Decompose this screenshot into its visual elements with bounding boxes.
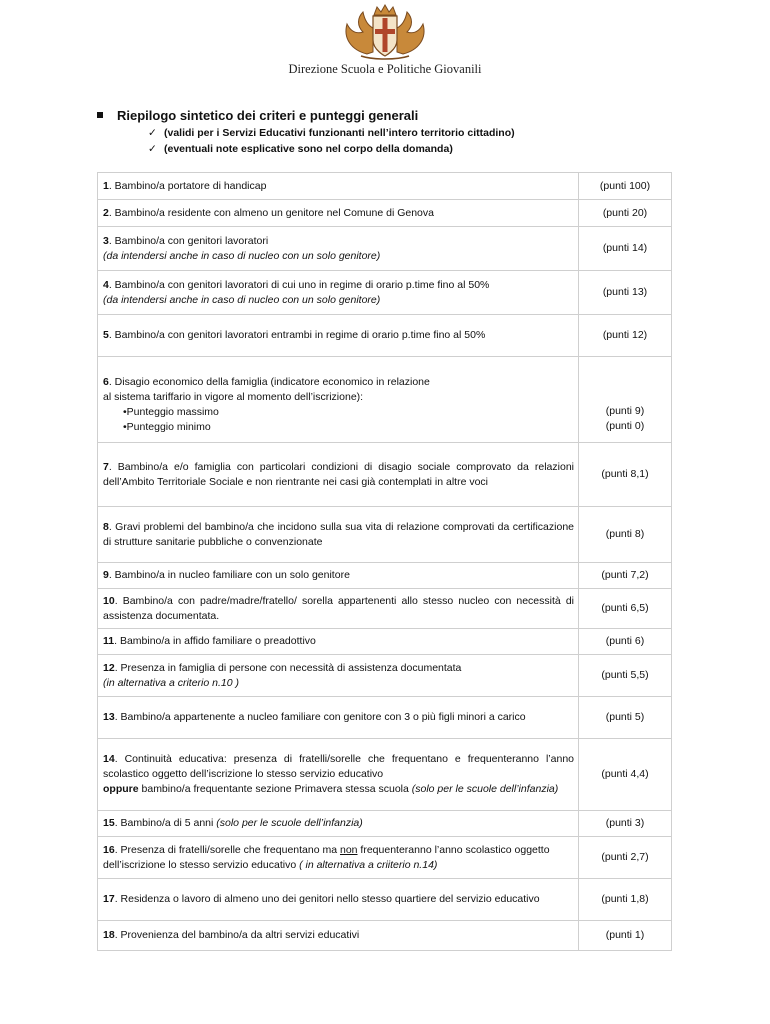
criterion-note: ( in alternativa a criiterio n.14) [299,858,438,871]
criteria-table [97,172,672,951]
criterion-points: (punti 3) [579,811,672,837]
criterion-number: 8 [103,520,109,533]
criterion-number: 14 [103,753,115,765]
criterion-points: (punti 2,7) [579,837,672,879]
criterion-description [98,227,579,271]
criterion-text: . Bambino/a in affido familiare o preadottivo [114,635,316,647]
criterion-number: 17 [103,893,115,905]
coat-of-arms-icon [337,2,433,62]
note-1-text: (validi per i Servizi Educativi funzionanti nell’intero territorio cittadino) [164,127,515,139]
criterion-text: . Bambino/a con genitori lavoratori di cui uno in regime di orario p.time fino al 50% [108,278,490,291]
criterion-points: (punti 7,2) [579,563,672,589]
table-row [98,357,672,443]
criterion-points: (punti 4,4) [579,739,672,811]
criterion-text: . Presenza in famiglia di persone con necessità di assistenza documentata [114,661,462,674]
criterion-points: (punti 20) [579,200,672,227]
table-row [98,739,672,811]
criterion-description [98,315,579,357]
criterion-text-continued: frequenteranno l’anno scolastico oggetto dell’iscrizione lo stesso servizio educativo [103,843,550,871]
table-row [98,921,672,951]
criterion-description [98,357,579,443]
criterion-text: . Continuità educativa: presenza di fratelli/sorelle che frequentano e frequenteranno l’anno scolastico oggetto dell’iscrizione lo stesso servizio educativo [103,753,574,780]
criterion-points: (punti 1) [579,921,672,951]
criterion-text: . Bambino/a di 5 anni [114,817,217,829]
criterion-description [98,879,579,921]
criterion-number: 2 [103,206,109,219]
table-row [98,589,672,629]
criterion-number: 11 [103,635,115,647]
criterion-note: (in alternativa a criterio n.10 ) [103,676,239,689]
criterion-description [98,271,579,315]
criterion-points: (punti 8) [579,507,672,563]
table-row [98,315,672,357]
criterion-points: (punti 8,1) [579,443,672,507]
criterion-description [98,655,579,697]
table-row [98,563,672,589]
criterion-points: (punti 6,5) [579,589,672,629]
criterion-number: 9 [103,569,109,581]
criterion-number: 12 [103,661,115,674]
criterion-note: (solo per le scuole dell’infanzia) [411,783,559,795]
criterion-number: 15 [103,817,115,829]
criterion-text: . Disagio economico della famiglia (indicatore economico in relazione [108,375,430,388]
criterion-points: (punti 6) [579,629,672,655]
criterion-description [98,507,579,563]
criterion-number: 3 [103,234,109,247]
criterion-description [98,739,579,811]
criterion-points: (punti 13) [579,271,672,315]
criterion-description [98,443,579,507]
criterion-text: . Bambino/a portatore di handicap [108,179,267,192]
criterion-points [579,357,672,443]
criterion-emphasis: oppure [103,783,139,795]
criterion-number: 5 [103,329,109,341]
criterion-text-continued: bambino/a frequentante sezione Primavera stessa scuola [138,783,412,795]
criterion-number: 1 [103,179,109,192]
criterion-description [98,629,579,655]
max-score-item: •Punteggio massimo [123,405,219,418]
criterion-points: (punti 14) [579,227,672,271]
criterion-text: . Bambino/a appartenente a nucleo familiare con genitore con 3 o più figli minori a carico [114,711,526,723]
criterion-number: 4 [103,278,109,291]
criterion-description [98,589,579,629]
table-row [98,697,672,739]
criterion-emphasis: non [339,843,358,856]
criterion-points: (punti 12) [579,315,672,357]
summary-title [97,108,418,123]
criterion-text: . Bambino/a con genitori lavoratori [108,234,269,247]
criterion-number: 16 [103,843,115,856]
criterion-points: (punti 100) [579,173,672,200]
criterion-text: . Bambino/a con genitori lavoratori entrambi in regime di orario p.time fino al 50% [108,329,486,341]
table-row [98,173,672,200]
criterion-number: 7 [103,460,109,473]
criterion-text: . Bambino/a e/o famiglia con particolari condizioni di disagio sociale comprovato da relazioni dell’Ambito Territoriale Sociale e non rientrante nei casi già contemplati in altre voci [103,460,574,488]
criterion-number: 18 [103,929,115,941]
criterion-points: (punti 5,5) [579,655,672,697]
criterion-description [98,837,579,879]
checkmark-icon: ✓ [148,143,157,155]
criterion-text: . Residenza o lavoro di almeno uno dei genitori nello stesso quartiere del servizio educativo [114,893,540,905]
min-points: (punti 0) [605,420,645,432]
table-row [98,271,672,315]
criterion-text: . Bambino/a in nucleo familiare con un solo genitore [108,569,350,581]
table-row [98,227,672,271]
criterion-number: 6 [103,375,109,388]
criterion-note: (solo per le scuole dell’infanzia) [216,817,363,829]
criterion-description [98,811,579,837]
criterion-text-continued: al sistema tariffario in vigore al momento dell’iscrizione): [103,390,364,403]
criterion-description [98,697,579,739]
table-row [98,837,672,879]
table-row [98,200,672,227]
summary-title-text: Riepilogo sintetico dei criteri e punteggi generali [117,108,419,123]
square-bullet-icon [97,112,103,118]
criterion-description [98,921,579,951]
table-row [98,507,672,563]
checkmark-icon: ✓ [148,127,157,139]
criterion-description [98,563,579,589]
criterion-text: . Gravi problemi del bambino/a che incidono sulla sua vita di relazione comprovati da certificazione di strutture sanitarie pubbliche o convenzionate [103,520,574,548]
criterion-number: 10 [103,594,115,607]
note-2-text: (eventuali note esplicative sono nel corpo della domanda) [164,143,453,155]
table-row [98,629,672,655]
criterion-text: . Presenza di fratelli/sorelle che frequentano ma [114,843,340,856]
criterion-points: (punti 5) [579,697,672,739]
criterion-points: (punti 1,8) [579,879,672,921]
criterion-number: 13 [103,711,115,723]
criterion-text: . Bambino/a con padre/madre/fratello/ sorella appartenenti allo stesso nucleo con necessità di assistenza documentata. [103,594,574,622]
criterion-description [98,200,579,227]
max-points: (punti 9) [605,405,645,417]
note-2 [148,143,453,155]
note-1 [148,127,515,139]
organization-name: Direzione Scuola e Politiche Giovanili [288,62,482,76]
criterion-note: (da intendersi anche in caso di nucleo con un solo genitore) [103,293,381,306]
table-row [98,811,672,837]
criterion-text: . Bambino/a residente con almeno un genitore nel Comune di Genova [108,206,434,219]
table-row [98,655,672,697]
criterion-text: . Provenienza del bambino/a da altri servizi educativi [114,929,360,941]
criterion-note: (da intendersi anche in caso di nucleo con un solo genitore) [103,249,381,262]
criterion-description [98,173,579,200]
table-row [98,443,672,507]
min-score-item: •Punteggio minimo [123,420,211,433]
table-row [98,879,672,921]
